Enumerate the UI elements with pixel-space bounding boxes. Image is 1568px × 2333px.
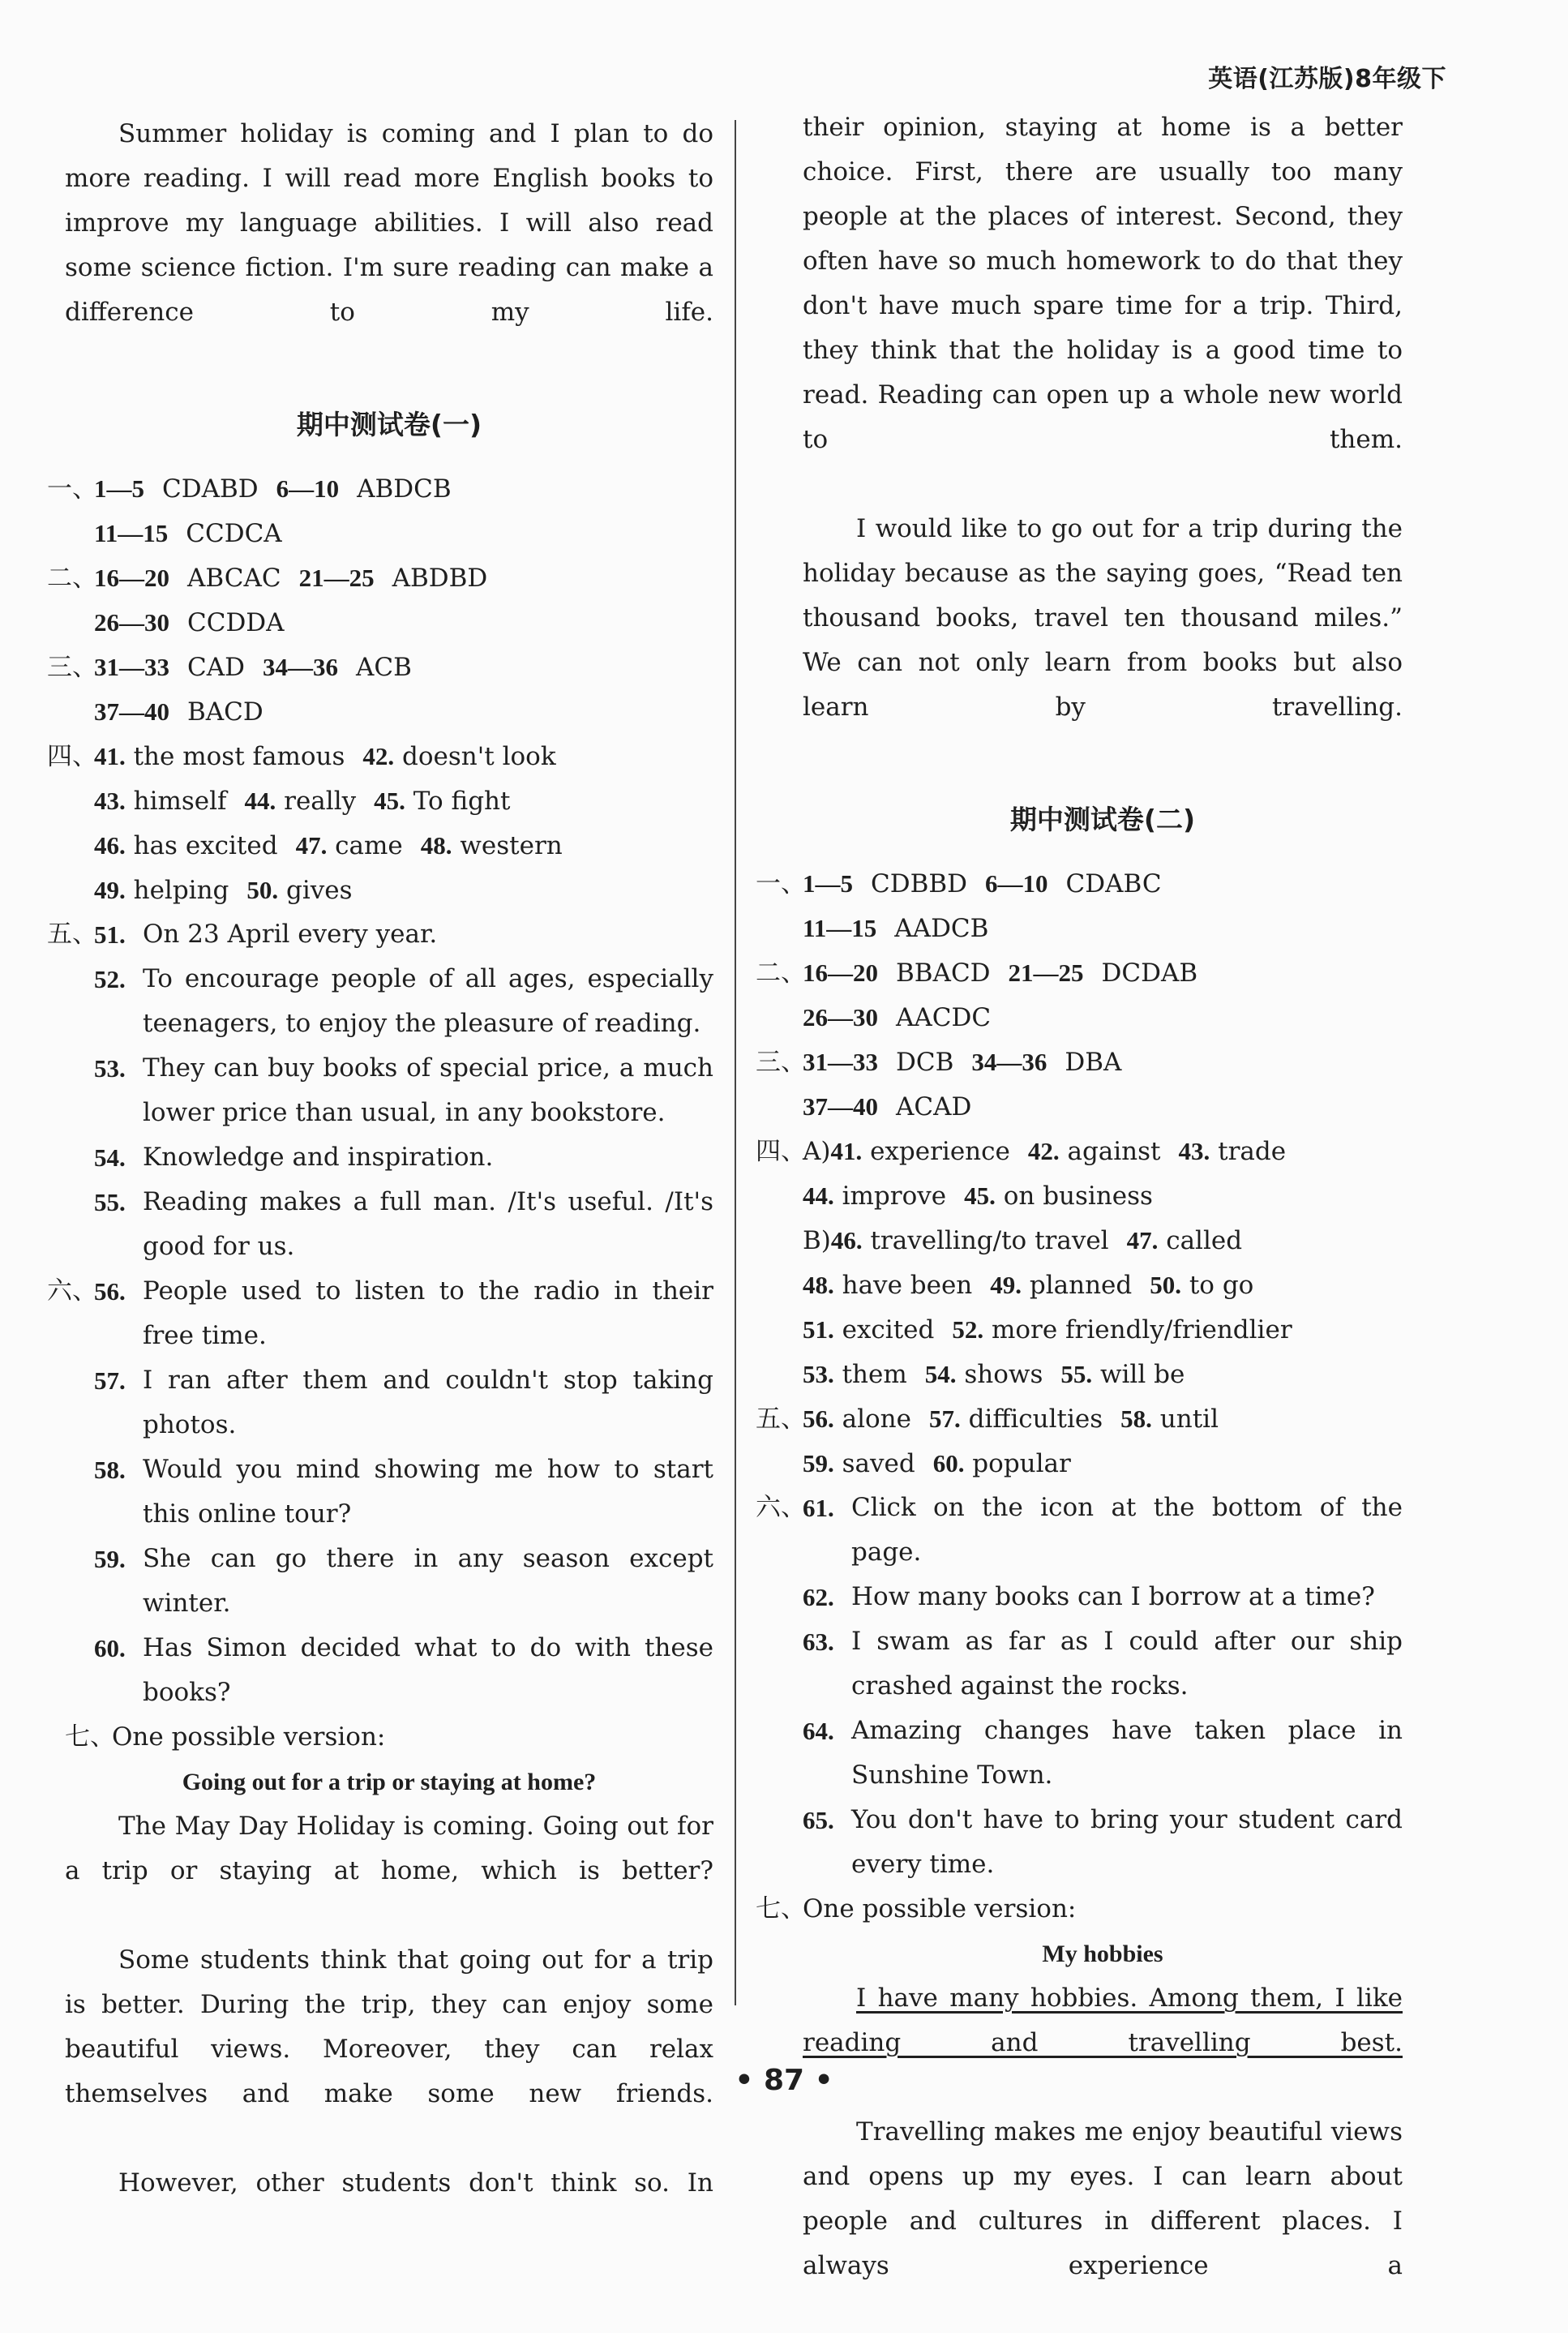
- right-section-6: [756, 1486, 1403, 1887]
- column-divider: [735, 120, 736, 2005]
- question-number: 52.: [952, 1315, 984, 1344]
- answer-sentence: Amazing changes have taken place in Sunshine Town.: [851, 1716, 1403, 1790]
- answer-row: [47, 689, 713, 734]
- right-section-7-label: 七、One possible version:: [756, 1894, 1077, 1923]
- section-marker: [47, 1046, 94, 1135]
- answer-row: [47, 823, 713, 868]
- essay-1-paragraph-2: Some students think that going out for a trip is better. During the trip, they can enjoy some beautiful views. Moreover, they can relax themselves and make some new friends.: [65, 1945, 713, 2108]
- answer-row: [756, 1084, 1403, 1129]
- section-marker: [756, 1619, 803, 1709]
- answer-text: saved: [833, 1449, 915, 1478]
- answer-row: [47, 734, 713, 778]
- answer-text: really: [276, 787, 357, 816]
- left-column: [47, 112, 713, 2250]
- question-number: 54.: [924, 1360, 957, 1388]
- answer-text: against: [1059, 1137, 1161, 1166]
- answer-text: trade: [1210, 1137, 1287, 1166]
- part-marker: B): [803, 1226, 831, 1255]
- question-number: 45.: [374, 787, 405, 815]
- answer-text: came: [327, 831, 403, 860]
- answer-letters: AACDC: [896, 1003, 992, 1032]
- question-range: 31—33: [94, 653, 169, 681]
- answer-sentence: To encourage people of all ages, especially teenagers, to enjoy the pleasure of reading.: [143, 964, 713, 1038]
- answer-row: [47, 466, 713, 511]
- answer-text: experience: [862, 1137, 1010, 1166]
- page-header: 英语(江苏版)8年级下: [1208, 65, 1446, 93]
- answer-item: [756, 1486, 1403, 1575]
- answer-item: [47, 1046, 713, 1135]
- section-marker: 五、: [47, 920, 97, 949]
- answer-letters: DCB: [896, 1048, 954, 1077]
- section-marker: [47, 1537, 94, 1626]
- question-number: 64.: [803, 1717, 834, 1745]
- answer-sentence: Knowledge and inspiration.: [143, 1143, 494, 1172]
- section-marker: 二、: [756, 959, 806, 988]
- answer-letters: DBA: [1065, 1048, 1122, 1077]
- right-section-4: [756, 1129, 1403, 1396]
- answer-row: [756, 861, 1403, 906]
- answer-text: the most famous: [125, 742, 345, 771]
- question-number: 41.: [830, 1137, 863, 1165]
- section-marker: 一、: [47, 474, 97, 504]
- question-range: 1—5: [94, 474, 144, 503]
- question-number: 49.: [990, 1271, 1022, 1299]
- question-number: 48.: [803, 1271, 834, 1299]
- section-marker: 五、: [756, 1405, 806, 1434]
- section-marker: 四、: [756, 1137, 806, 1166]
- answer-text: gives: [278, 876, 353, 905]
- answer-item: [756, 1575, 1403, 1619]
- question-number: 43.: [94, 787, 126, 815]
- question-range: 21—25: [1008, 959, 1084, 987]
- answer-item: [47, 1180, 713, 1269]
- answer-item: [47, 1447, 713, 1537]
- question-range: 21—25: [298, 564, 375, 592]
- essay-2-paragraph-2: Travelling makes me enjoy beautiful views and opens up my eyes. I can learn about people and cultures in different places. I always experience a: [803, 2117, 1403, 2280]
- question-range: 6—10: [276, 474, 340, 503]
- section-marker: 一、: [756, 869, 806, 898]
- continued-paragraph-2: I would like to go out for a trip during the holiday because as the saying goes, “Read ten thousand books, travel ten thousand miles.” We can not only learn from books but also learn by travelling.: [803, 514, 1403, 722]
- answer-letters: CDBBD: [871, 869, 967, 898]
- left-section-5: [47, 912, 713, 1269]
- answer-row: [47, 511, 713, 555]
- answer-item: [47, 1358, 713, 1447]
- section-marker: 四、: [47, 742, 97, 771]
- question-number: 44.: [803, 1182, 834, 1210]
- right-answer-rows: [756, 861, 1403, 1129]
- section-marker: [47, 1447, 94, 1537]
- answer-letters: ABDCB: [357, 474, 452, 504]
- section-marker: 七、: [65, 1722, 115, 1752]
- version-label: One possible version:: [112, 1722, 386, 1752]
- question-number: 57.: [928, 1405, 961, 1433]
- left-section-6: [47, 1269, 713, 1715]
- question-range: 26—30: [94, 608, 169, 637]
- question-number: 49.: [94, 876, 126, 904]
- answer-text: shows: [956, 1360, 1043, 1389]
- answer-text: popular: [964, 1449, 1071, 1478]
- answer-row: [756, 1040, 1403, 1084]
- answer-text: improve: [833, 1182, 947, 1211]
- answer-letters: CCDDA: [187, 608, 285, 637]
- answer-letters: CAD: [187, 653, 245, 682]
- question-range: 6—10: [985, 869, 1048, 898]
- answer-item: [47, 912, 713, 957]
- answer-text: until: [1151, 1405, 1219, 1434]
- section-marker: [47, 1626, 94, 1715]
- answer-sentence: They can buy books of special price, a much lower price than usual, in any bookstore.: [143, 1053, 713, 1127]
- answer-sentence: On 23 April every year.: [143, 920, 438, 949]
- question-number: 55.: [94, 1188, 126, 1216]
- continued-paragraph: their opinion, staying at home is a better choice. First, there are usually too many people at the places of interest. Second, they often have so much homework to do that they don't have much spare time for a trip. Third, they think that the holiday is a good time to read. Reading can open up a whole new world to them.: [803, 113, 1403, 454]
- question-number: 56.: [803, 1405, 834, 1433]
- answer-text: travelling/to travel: [862, 1226, 1109, 1255]
- question-number: 51.: [94, 920, 126, 949]
- question-number: 48.: [420, 831, 452, 860]
- underlined-sentence: I have many hobbies. Among them, I like reading and travelling best.: [803, 1983, 1403, 2057]
- section-marker: [756, 1709, 803, 1798]
- question-number: 60.: [932, 1449, 965, 1477]
- question-range: 1—5: [803, 869, 853, 898]
- answer-text: himself: [125, 787, 227, 816]
- left-section-4: [47, 734, 713, 912]
- section-marker: 六、: [756, 1493, 806, 1522]
- answer-letters: AADCB: [894, 914, 989, 943]
- test-title-2: 期中测试卷(二): [1009, 804, 1196, 835]
- answer-sentence: People used to listen to the radio in their free time.: [143, 1276, 713, 1350]
- answer-row: [756, 995, 1403, 1040]
- answer-row: [47, 868, 713, 912]
- question-number: 46.: [94, 831, 126, 860]
- answer-letters: ABDBD: [392, 564, 488, 593]
- part-marker: A): [803, 1137, 831, 1166]
- question-number: 45.: [964, 1182, 996, 1210]
- left-section-7-label: [65, 1715, 713, 1760]
- answer-letters: DCDAB: [1101, 959, 1198, 988]
- answer-row: [756, 906, 1403, 950]
- answer-sentence: I ran after them and couldn't stop taking photos.: [143, 1366, 713, 1439]
- answer-text: them: [833, 1360, 907, 1389]
- answer-sentence: You don't have to bring your student card every time.: [851, 1805, 1403, 1879]
- answer-item: [756, 1709, 1403, 1798]
- answer-row: [756, 1218, 1403, 1263]
- answer-item: [47, 957, 713, 1046]
- answer-row: [756, 1441, 1403, 1486]
- answer-letters: ABCAC: [187, 564, 281, 593]
- answer-letters: ACB: [355, 653, 412, 682]
- answer-text: difficulties: [960, 1405, 1103, 1434]
- question-number: 42.: [362, 742, 395, 770]
- answer-text: more friendly/friendlier: [983, 1315, 1292, 1344]
- question-number: 42.: [1027, 1137, 1060, 1165]
- question-number: 54.: [94, 1143, 126, 1172]
- question-number: 61.: [803, 1494, 834, 1522]
- answer-item: [47, 1626, 713, 1715]
- section-marker: 三、: [47, 653, 97, 682]
- answer-sentence: Reading makes a full man. /It's useful. /It's good for us.: [143, 1187, 713, 1261]
- essay-title-1: Going out for a trip or staying at home?: [182, 1769, 597, 1795]
- answer-text: called: [1158, 1226, 1243, 1255]
- answer-text: doesn't look: [394, 742, 556, 771]
- answer-sentence: Click on the icon at the bottom of the page.: [851, 1493, 1403, 1567]
- section-marker: 二、: [47, 564, 97, 593]
- question-number: 63.: [803, 1628, 834, 1656]
- question-number: 44.: [244, 787, 276, 815]
- answer-letters: BACD: [187, 697, 263, 727]
- test-title-1: 期中测试卷(一): [296, 409, 482, 440]
- answer-row: [47, 555, 713, 600]
- question-number: 53.: [803, 1360, 834, 1388]
- answer-text: helping: [125, 876, 229, 905]
- question-range: 37—40: [94, 697, 169, 726]
- answer-text: western: [452, 831, 563, 860]
- question-number: 47.: [1126, 1226, 1159, 1254]
- question-range: 37—40: [803, 1092, 878, 1121]
- answer-row: [47, 778, 713, 823]
- section-marker: [47, 957, 94, 1046]
- question-range: 34—36: [262, 653, 338, 681]
- question-number: 52.: [94, 965, 126, 993]
- section-marker: [756, 1798, 803, 1887]
- answer-row: [756, 1352, 1403, 1396]
- answer-letters: CDABC: [1065, 869, 1162, 898]
- question-number: 51.: [803, 1315, 834, 1344]
- answer-item: [47, 1135, 713, 1180]
- answer-item: [47, 1269, 713, 1358]
- answer-letters: BBACD: [896, 959, 991, 988]
- answer-text: To fight: [405, 787, 511, 816]
- answer-row: [47, 600, 713, 645]
- section-marker: [47, 1135, 94, 1180]
- question-number: 59.: [94, 1545, 126, 1573]
- answer-text: to go: [1180, 1271, 1254, 1300]
- answer-letters: CCDCA: [186, 519, 282, 548]
- right-section-5: [756, 1396, 1403, 1486]
- question-number: 50.: [246, 876, 279, 904]
- answer-row: [756, 1263, 1403, 1307]
- answer-text: have been: [833, 1271, 973, 1300]
- section-marker: [756, 1575, 803, 1619]
- answer-row: [756, 950, 1403, 995]
- question-range: 31—33: [803, 1048, 878, 1076]
- intro-paragraph: Summer holiday is coming and I plan to do more reading. I will read more English books to improve my language abilities. I will also read some science fiction. I'm sure reading can make a difference to my life.: [65, 119, 713, 327]
- question-number: 56.: [94, 1277, 126, 1306]
- section-marker: 三、: [756, 1048, 806, 1077]
- question-number: 53.: [94, 1054, 126, 1083]
- answer-row: [47, 645, 713, 689]
- question-number: 43.: [1178, 1137, 1210, 1165]
- answer-text: excited: [833, 1315, 935, 1344]
- answer-sentence: I swam as far as I could after our ship crashed against the rocks.: [851, 1627, 1403, 1700]
- question-number: 59.: [803, 1449, 834, 1477]
- answer-item: [47, 1537, 713, 1626]
- answer-sentence: How many books can I borrow at a time?: [851, 1582, 1375, 1611]
- answer-sentence: Would you mind showing me how to start this online tour?: [143, 1455, 713, 1529]
- left-answer-rows: [47, 466, 713, 734]
- answer-text: on business: [995, 1182, 1153, 1211]
- section-marker: [47, 1180, 94, 1269]
- section-marker: [47, 1358, 94, 1447]
- question-number: 62.: [803, 1583, 834, 1611]
- answer-letters: ACAD: [896, 1092, 972, 1121]
- question-number: 65.: [803, 1806, 834, 1834]
- answer-sentence: Has Simon decided what to do with these books?: [143, 1633, 713, 1707]
- answer-letters: CDABD: [162, 474, 259, 504]
- answer-text: has excited: [125, 831, 278, 860]
- question-number: 46.: [830, 1226, 863, 1254]
- section-marker: 六、: [47, 1276, 97, 1306]
- answer-sentence: She can go there in any season except winter.: [143, 1544, 713, 1618]
- answer-item: [756, 1798, 1403, 1887]
- question-range: 26—30: [803, 1003, 878, 1031]
- question-number: 57.: [94, 1366, 126, 1395]
- essay-1-paragraph-3: However, other students don't think so. In: [118, 2168, 713, 2198]
- version-label: One possible version:: [803, 1894, 1077, 1923]
- question-number: 47.: [295, 831, 328, 860]
- question-number: 50.: [1150, 1271, 1181, 1299]
- answer-row: [756, 1173, 1403, 1218]
- question-number: 58.: [1120, 1405, 1152, 1433]
- answer-row: [756, 1307, 1403, 1352]
- page-number: • 87 •: [735, 2064, 833, 2097]
- answer-text: will be: [1092, 1360, 1185, 1389]
- question-range: 34—36: [971, 1048, 1047, 1076]
- essay-1-paragraph-1: The May Day Holiday is coming. Going out for a trip or staying at home, which is better?: [65, 1812, 713, 1885]
- answer-row: [756, 1396, 1403, 1441]
- question-range: 11—15: [94, 519, 169, 547]
- question-range: 11—15: [803, 914, 877, 942]
- question-number: 55.: [1060, 1360, 1093, 1388]
- question-range: 16—20: [803, 959, 878, 987]
- question-number: 58.: [94, 1456, 126, 1484]
- answer-row: [756, 1129, 1403, 1173]
- answer-item: [756, 1619, 1403, 1709]
- question-number: 41.: [94, 742, 126, 770]
- answer-text: planned: [1022, 1271, 1133, 1300]
- essay-title-2: My hobbies: [1042, 1941, 1163, 1967]
- question-number: 60.: [94, 1634, 126, 1662]
- answer-text: alone: [833, 1405, 911, 1434]
- question-range: 16—20: [94, 564, 169, 592]
